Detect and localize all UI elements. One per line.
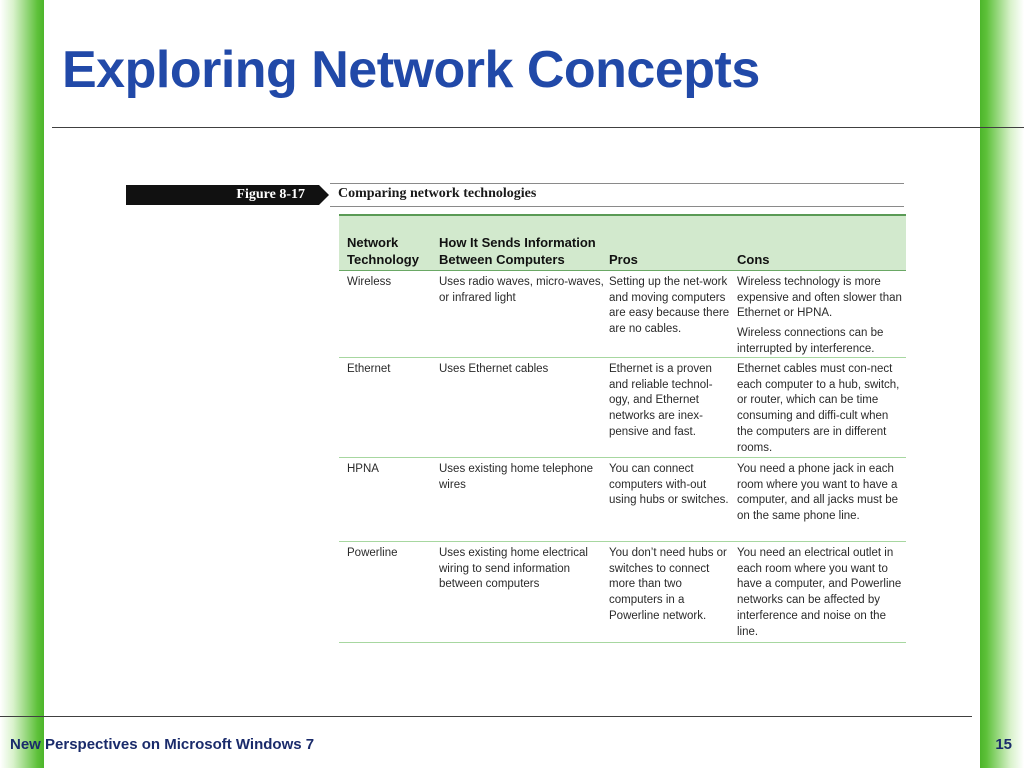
figure-caption: Comparing network technologies (338, 186, 537, 201)
cons-paragraph: Wireless connections can be interrupted by interference. (737, 327, 884, 355)
cell-how: Uses existing home telephone wires (439, 463, 594, 491)
title-divider (52, 127, 1024, 128)
cell-how: Uses Ethernet cables (439, 363, 549, 375)
cons-paragraph: Wireless technology is more expensive and often slower than Ethernet or HPNA. (737, 276, 902, 320)
cell-pros: Ethernet is a proven and reliable technol-ogy, and Ethernet networks are inex-pensive and fast. (609, 363, 713, 438)
table-header (339, 214, 906, 271)
header-pros: Pros (609, 252, 638, 267)
figure-caption-rule (330, 206, 904, 207)
header-text: Technology (347, 252, 419, 267)
header-text: Between Computers (439, 252, 565, 267)
cell-how: Uses radio waves, micro-waves, or infrared light (439, 276, 604, 304)
header-network-technology (347, 234, 435, 268)
table-row (339, 271, 906, 358)
cell-technology: HPNA (347, 463, 379, 475)
cell-how: Uses existing home electrical wiring to send information between computers (439, 547, 588, 591)
header-how-it-sends (439, 234, 604, 268)
cell-cons (737, 275, 905, 358)
figure-label-arrow (319, 185, 329, 205)
table-row (339, 358, 906, 458)
table-row (339, 542, 906, 643)
cell-technology: Wireless (347, 276, 392, 288)
left-green-bar (0, 0, 44, 768)
cell-cons: You need an electrical outlet in each room where you want to have a computer, and Powerline networks can be affected by interference and noise on the line. (737, 547, 902, 638)
cell-pros: You don’t need hubs or switches to connect more than two computers in a Powerline network. (609, 547, 727, 622)
figure-label: Figure 8-17 (126, 185, 319, 205)
cell-cons: You need a phone jack in each room where you want to have a computer, and all jacks must be on the same phone line. (737, 463, 899, 523)
slide-title: Exploring Network Concepts (62, 41, 760, 99)
header-text: How It Sends Information (439, 235, 596, 250)
table-row (339, 458, 906, 542)
cell-technology: Ethernet (347, 363, 391, 375)
network-comparison-table (339, 214, 906, 643)
page-number: 15 (995, 736, 1012, 753)
header-cons: Cons (737, 252, 770, 267)
figure-top-rule (330, 183, 904, 184)
cell-cons: Ethernet cables must con-nect each computer to a hub, switch, or router, which can be time consuming and diffi-cult when the computers are in different rooms. (737, 363, 900, 454)
footer-divider (0, 716, 972, 717)
footer-title: New Perspectives on Microsoft Windows 7 (10, 736, 315, 753)
cell-technology: Powerline (347, 547, 398, 559)
header-text: Network (347, 235, 399, 250)
right-green-bar (980, 0, 1024, 768)
cell-pros: You can connect computers with-out using hubs or switches. (609, 463, 729, 507)
cell-pros: Setting up the net-work and moving computers are easy because there are no cables. (609, 276, 730, 336)
